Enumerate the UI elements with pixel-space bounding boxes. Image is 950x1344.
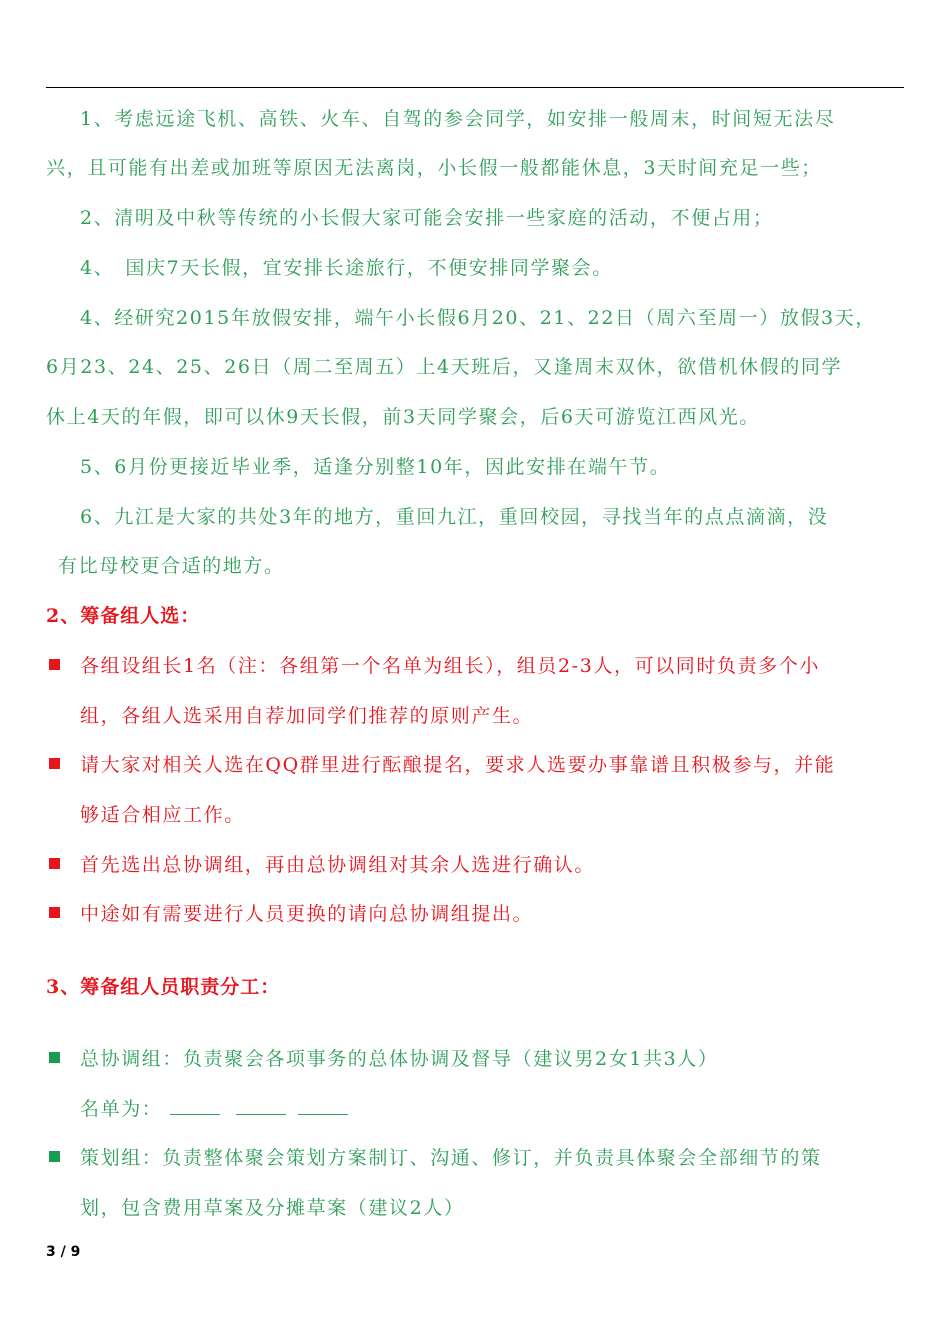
s2-item-1-line-2: 组，各组人选采用自荐加同学们推荐的原则产生。 [80, 705, 534, 727]
para-4-line-3: 休上4天的年假，即可以休9天长假，前3天同学聚会，后6天可游览江西风光。 [46, 406, 760, 428]
header-rule [46, 87, 904, 88]
section-2-heading: 2、筹备组人选： [46, 605, 201, 627]
para-6-line-1: 6、九江是大家的共处3年的地方，重回九江，重回校园，寻找当年的点点滴滴，没 [80, 506, 829, 528]
bullet-square-icon [49, 1052, 60, 1063]
s2-item-2-line-2: 够适合相应工作。 [80, 804, 245, 826]
bullet-square-icon [49, 858, 60, 869]
s2-item-3: 首先选出总协调组，再由总协调组对其余人选进行确认。 [80, 854, 596, 876]
s2-item-2-line-1: 请大家对相关人选在QQ群里进行酝酿提名，要求人选要办事靠谱且积极参与，并能 [80, 754, 836, 776]
s2-item-1-line-1: 各组设组长1名（注：各组第一个名单为组长），组员2-3人，可以同时负责多个小 [80, 655, 820, 677]
name-blank[interactable] [236, 1096, 286, 1115]
name-blank[interactable] [298, 1096, 348, 1115]
s3-item-1: 总协调组：负责聚会各项事务的总体协调及督导（建议男2女1共3人） [80, 1048, 719, 1070]
para-6-line-2: 有比母校更合适的地方。 [58, 555, 285, 577]
name-blank[interactable] [170, 1096, 220, 1115]
para-1-line-2: 兴，且可能有出差或加班等原因无法离岗，小长假一般都能休息，3天时间充足一些； [46, 157, 822, 179]
para-4-line-2: 6月23、24、25、26日（周二至周五）上4天班后，又逢周末双休，欲借机休假的同学 [46, 356, 843, 378]
bullet-square-icon [49, 659, 60, 670]
page-number: 3 / 9 [46, 1244, 81, 1260]
s3-item-2-line-2: 划，包含费用草案及分摊草案（建议2人） [80, 1197, 465, 1219]
para-1-line-1: 1、考虑远途飞机、高铁、火车、自驾的参会同学，如安排一般周末，时间短无法尽 [80, 108, 836, 130]
para-5: 5、6月份更接近毕业季，适逢分别整10年，因此安排在端午节。 [80, 456, 671, 478]
bullet-square-icon [49, 758, 60, 769]
para-4-line-1: 4、经研究2015年放假安排，端午小长假6月20、21、22日（周六至周一）放假3天， [80, 307, 876, 329]
names-label: 名单为： [80, 1098, 163, 1120]
s2-item-4: 中途如有需要进行人员更换的请向总协调组提出。 [80, 903, 534, 925]
bullet-square-icon [49, 1151, 60, 1162]
section-3-heading: 3、筹备组人员职责分工： [46, 976, 281, 998]
s3-item-2-line-1: 策划组：负责整体聚会策划方案制订、沟通、修订，并负责具体聚会全部细节的策 [80, 1147, 822, 1169]
para-3: 4、 国庆7天长假，宜安排长途旅行，不便安排同学聚会。 [80, 257, 613, 279]
para-2: 2、清明及中秋等传统的小长假大家可能会安排一些家庭的活动，不便占用； [80, 207, 774, 229]
names-line [80, 1096, 348, 1122]
bullet-square-icon [49, 907, 60, 918]
